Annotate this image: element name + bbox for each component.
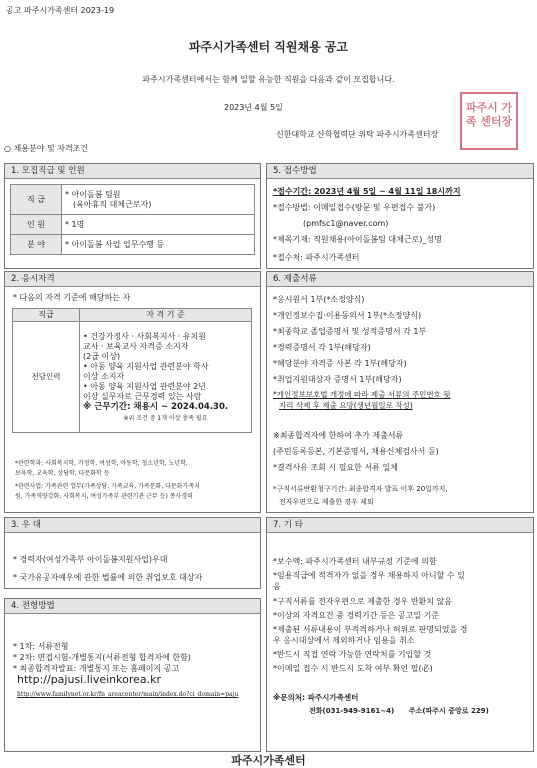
notice-number: 공고 파주시가족센터 2023-19 bbox=[6, 6, 115, 15]
privacy-note-1: *개인정보보호법 개정에 따라 제출 서류의 주민번호 뒷 bbox=[273, 390, 451, 399]
section-1-title: 1. 모집직급 및 인원 bbox=[5, 164, 260, 179]
other-5b: 우 응시대상에서 제외하거나 임용을 취소 bbox=[273, 636, 415, 645]
page-title: 파주시가족센터 직원채용 공고 bbox=[188, 40, 349, 54]
other-5: *제출된 서류내용이 부적격하거나 허위로 판명되었을 경 bbox=[273, 625, 468, 634]
application-email[interactable]: (pmfsc1@naver.com) bbox=[303, 219, 389, 228]
pref-item-1: * 경력자(여성가족부 아이돌봄지원사업)우대 bbox=[13, 555, 168, 564]
email-subject: *제목기재: 직원채용(아이돌봄팀 대체근로)_성명 bbox=[273, 235, 442, 244]
intro-text: 파주시가족센터에서는 함께 일할 유능한 직원을 다음과 같이 모집합니다. bbox=[142, 75, 395, 84]
final-docs-1: ※최종합격자에 한하여 추가 제출서류 bbox=[273, 431, 404, 440]
application-method: *접수방법: 이메일접수(방문 및 우편접수 불가) bbox=[273, 203, 436, 212]
col-rank: 직급 bbox=[13, 309, 80, 322]
application-place: *접수처: 파주시가족센터 bbox=[273, 253, 360, 262]
count-value: * 1명 bbox=[62, 215, 255, 235]
notice-date: 2023년 4월 5일 bbox=[224, 103, 283, 112]
doc-3: *최종학교 졸업증명서 및 성적증명서 각 1부 bbox=[273, 327, 427, 336]
section-recruitment bbox=[4, 163, 261, 269]
section-4-title: 4. 전형방법 bbox=[5, 599, 260, 614]
note-2: 보육학, 교육학, 상담학, 다문화학 등 bbox=[15, 470, 110, 477]
section-5-title: 5. 접수방법 bbox=[267, 164, 533, 179]
section-selection bbox=[4, 598, 261, 752]
eligibility-intro: * 다음의 자격 기준에 해당하는 자 bbox=[13, 293, 131, 302]
doc-6: *취업지원대상자 증명서 1부(해당자) bbox=[273, 375, 402, 384]
return-note-2: 전자우편으로 제출한 경우 제외 bbox=[279, 498, 374, 506]
other-2b: 음 bbox=[273, 582, 281, 591]
doc-1: *응시원서 1부(*소정양식) bbox=[273, 295, 365, 304]
other-1: *보수액: 파주시가족센터 내부규정 기준에 의함 bbox=[273, 557, 437, 566]
contact-info: 전화(031-949-9161~4) 주소(파주시 중앙로 229) bbox=[309, 707, 489, 715]
section-6-title: 6. 제출서류 bbox=[267, 272, 533, 287]
final-docs-3: *결격사유 조회 시 필요한 서류 일체 bbox=[273, 463, 398, 472]
section-other bbox=[266, 517, 534, 752]
eligibility-table bbox=[12, 308, 252, 433]
section-3-title: 3. 우 대 bbox=[5, 518, 260, 533]
step-3: * 최종합격자발표: 개별통지 또는 홈페이지 공고 bbox=[13, 664, 180, 673]
section-2-title: 2. 응시자격 bbox=[5, 272, 260, 287]
issuer: 신한대학교 산학협력단 위탁 파주시가족센터장 bbox=[276, 130, 439, 139]
other-4: *이상의 자격요건 중 경력기간 등은 공고일 기준 bbox=[273, 611, 440, 620]
doc-4: *경력증명서 각 1부(해당자) bbox=[273, 343, 371, 352]
count-label: 인 원 bbox=[11, 215, 62, 235]
other-3: *구직서류를 전자우편으로 제출한 경우 반환치 않음 bbox=[273, 597, 453, 606]
application-period: *접수기간: 2023년 4월 5일 ~ 4월 11일 18시까지 bbox=[273, 187, 461, 196]
contact-label: ※문의처: 파주시가족센터 bbox=[273, 693, 359, 702]
other-6: *반드시 직접 연락 가능한 연락처를 기입할 것 bbox=[273, 650, 432, 659]
privacy-note-2: 자리 삭제 후 제출 요망(생년월일로 작성) bbox=[279, 401, 413, 410]
official-seal: 파주시 가족 센터장 bbox=[460, 92, 518, 150]
rank-cell: 전담인력 bbox=[13, 322, 80, 433]
section-documents bbox=[266, 271, 534, 513]
footer-org: 파주시가족센터 bbox=[231, 754, 306, 767]
rank-label: 직 급 bbox=[11, 185, 62, 215]
criteria-cell: • 건강가정사 · 사회복지사 · 유치원 교사 · 보육교사 자격증 소지자 (2급 이상) • 아동 양육 지원사업 관련분야 학사 이상 소지자 • 아동 양육 지원사업 관련분야 2년 이상 실무자로 근무경력 있는 사람 ※ 근무기간: 채용시 ~ 2024.04.30. ※위 조건 중 1개 이상 충족 필요 bbox=[80, 322, 252, 433]
col-criteria: 자 격 기 준 bbox=[80, 309, 252, 322]
section-eligibility bbox=[4, 271, 261, 513]
pref-item-2: * 국가유공자예우에 관한 법률에 의한 취업보호 대상자 bbox=[13, 573, 203, 582]
work-period: ※ 근무기간: 채용시 ~ 2024.04.30. bbox=[83, 401, 229, 412]
recruitment-table bbox=[10, 184, 255, 255]
note-3: *관련사업: 가족관련 업무(가족상담, 가족교육, 가족문화, 다문화가족지 bbox=[15, 483, 200, 490]
section-heading: ○ 채용분야 및 자격조건 bbox=[4, 144, 89, 153]
step-1: * 1차: 서류전형 bbox=[13, 642, 69, 651]
note-1: *관련학과: 사회복지학, 가정학, 여성학, 아동학, 청소년학, 노년학, bbox=[15, 460, 188, 467]
doc-5: *해당분야 자격증 사본 각 1부(해당자) bbox=[273, 359, 407, 368]
step-2: * 2차: 면접시험-개별통지(서류전형 합격자에 한함) bbox=[13, 653, 191, 662]
field-value: * 아이돌봄 사업 업무수행 등 bbox=[62, 235, 255, 255]
doc-2: *개인정보수집·이용동의서 1부(*소정양식) bbox=[273, 311, 422, 320]
rank-value: * 아이돌봄 팀원 (육아휴직 대체근로자) bbox=[62, 185, 255, 215]
field-label: 분 야 bbox=[11, 235, 62, 255]
other-2: *임용직급에 적격자가 없을 경우 채용하지 아니할 수 있 bbox=[273, 571, 465, 580]
section-7-title: 7. 기 타 bbox=[267, 518, 533, 533]
familynet-link[interactable]: http://www.familynet.or.kr/fn_areacenter/main/index.do?ci_domain=paju bbox=[17, 691, 239, 698]
return-note-1: *구직서류반환청구기간: 최종합격자 발표 이후 20일까지, bbox=[273, 485, 448, 493]
final-docs-2: (주민등록등본, 기본증명서, 채용신체검사서 등) bbox=[273, 447, 439, 456]
website-link[interactable]: http://pajusi.liveinkorea.kr bbox=[17, 673, 162, 686]
note-4: 원, 가족역량강화, 사회복지, 여성가족부 관련기관 근무 등) 종사경력 bbox=[15, 493, 193, 500]
period-note: ※위 조건 중 1개 이상 충족 필요 bbox=[123, 414, 208, 422]
section-application bbox=[266, 163, 534, 269]
other-7: *이메일 접수 시 반드시 도착 여부 확인 필(必) bbox=[273, 664, 433, 673]
section-preference bbox=[4, 517, 261, 589]
